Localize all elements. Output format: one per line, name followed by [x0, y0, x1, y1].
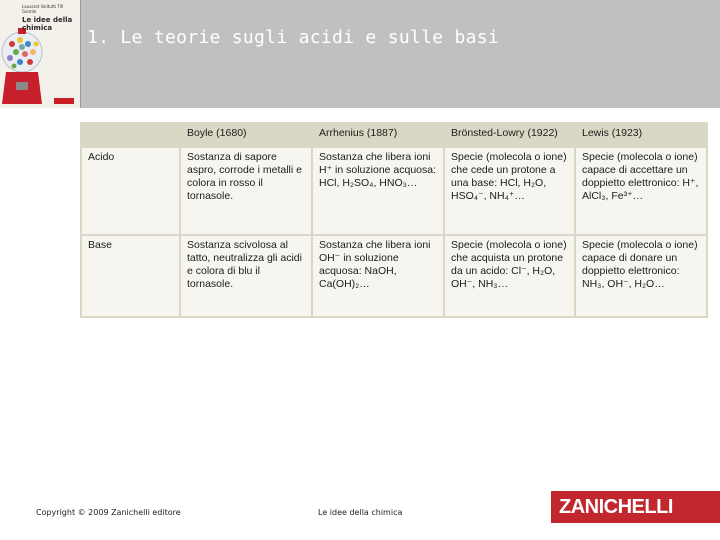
row-label-acido: Acido	[82, 148, 179, 234]
footer-copyright: Copyright © 2009 Zanichelli editore	[36, 508, 181, 517]
table-cell: Sostanza che libera ioni H⁺ in soluzione acquosa: HCl, H₂SO₄, HNO₃…	[313, 148, 443, 234]
table-header-lewis: Lewis (1923)	[576, 124, 706, 146]
table-cell: Sostanza di sapore aspro, corrode i metalli e colora in rosso il tornasole.	[181, 148, 311, 234]
cover-text	[22, 4, 78, 32]
acid-base-theories-table	[80, 122, 708, 318]
row-label-base: Base	[82, 236, 179, 316]
cover-red-tag	[54, 98, 74, 104]
header-bar	[0, 0, 720, 108]
table-cell: Specie (molecola o ione) capace di donare un doppietto elettronico: NH₃, OH⁻, H₂O…	[576, 236, 706, 316]
table-cell: Specie (molecola o ione) capace di accettare un doppietto elettronico: H⁺, AlCl₃, Fe³⁺…	[576, 148, 706, 234]
table-header-bronsted-lowry: Brönsted-Lowry (1922)	[445, 124, 574, 146]
table-cell: Specie (molecola o ione) che cede un protone a una base: HCl, H₂O, HSO₄⁻, NH₄⁺…	[445, 148, 574, 234]
table-header-boyle: Boyle (1680)	[181, 124, 311, 146]
cover-book-title: Le idee della chimica	[22, 16, 73, 32]
cover-authors: Lausarot Valitutti Tifi Gentile	[22, 4, 64, 14]
zanichelli-logo: ZANICHELLI	[551, 491, 720, 523]
table-header-empty	[82, 124, 179, 146]
footer-book-title: Le idee della chimica	[318, 508, 403, 517]
table-cell: Sostanza che libera ioni OH⁻ in soluzione acquosa: NaOH, Ca(OH)₂…	[313, 236, 443, 316]
table-cell: Sostanza scivolosa al tatto, neutralizza gli acidi e colora di blu il tornasole.	[181, 236, 311, 316]
table-header-arrhenius: Arrhenius (1887)	[313, 124, 443, 146]
table-cell: Specie (molecola o ione) che acquista un protone da un acido: Cl⁻, H₂O, OH⁻, NH₃…	[445, 236, 574, 316]
page-title: 1. Le teorie sugli acidi e sulle basi	[87, 27, 500, 48]
book-cover-image	[0, 0, 81, 108]
